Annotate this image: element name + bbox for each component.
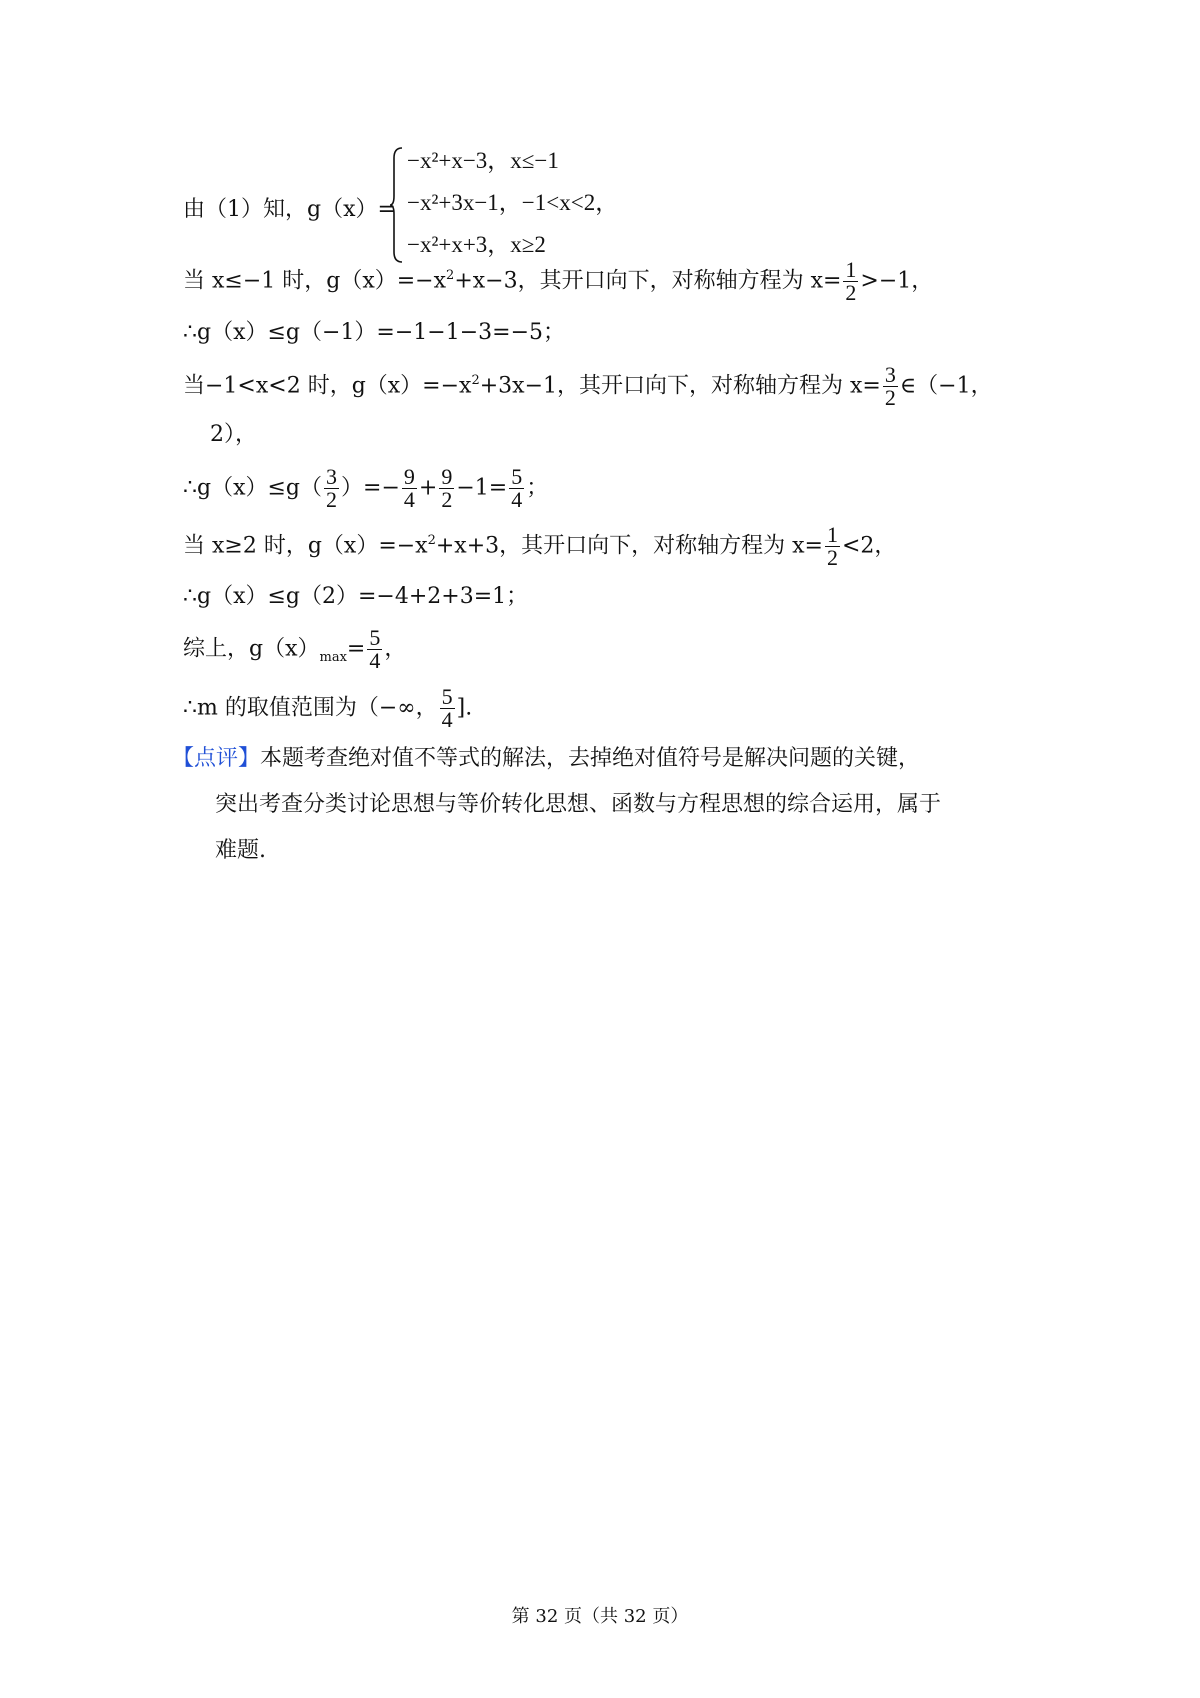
piecewise-label: 由（1）知，g（x）= [183, 197, 396, 222]
text-line-3: 当−1<x<2 时，$g(x)=-x^2+3x-1$，其开口向下，对称轴方程为 x= $\frac{3}{2}$ ∈（−1， [183, 362, 993, 410]
text-line-5: ∴g（x）≤g（ $\frac{3}{2}$ ）=− $\frac{9}{4}$ + $\frac{9}{2}$ −1= $\frac{5}{4}$ ； [183, 464, 549, 512]
case-row: −x²+3x−1，−1<x<2， [407, 190, 619, 215]
review-tag: 【点评】 [172, 746, 261, 771]
piecewise-cases [407, 140, 618, 266]
fraction-five-four: $\frac{5}{4}$ [441, 684, 453, 732]
fraction-three-half: $\frac{3}{2}$ [326, 464, 338, 512]
fraction-five-four: $\frac{5}{4}$ [369, 625, 381, 673]
review-line-3: 难题. [215, 838, 266, 863]
fraction-five-four: $\frac{5}{4}$ [511, 464, 523, 512]
brace-icon [389, 146, 403, 264]
review-line-1: 【点评】本题考查绝对值不等式的解法，去掉绝对值符号是解决问题的关键， [172, 746, 921, 771]
fraction-half: $\frac{1}{2}$ [845, 257, 857, 305]
text-line-1: 当 x≤−1 时，$g(x)=-x^2+x-3$，其开口向下，对称轴方程为 x= $\frac{1}{2}$ >−1， [183, 257, 934, 305]
text-line-4: 2）， [210, 422, 257, 447]
text-line-2: ∴g（x）≤g（−1）=−1−1−3=−5； [183, 320, 566, 345]
review-line-2: 突出考查分类讨论思想与等价转化思想、函数与方程思想的综合运用，属于 [215, 792, 942, 817]
fraction-half: $\frac{1}{2}$ [826, 522, 838, 570]
case-row: −x²+x+3，x≥2 [407, 232, 546, 257]
fraction-nine-half: $\frac{9}{2}$ [441, 464, 453, 512]
page-footer: 第 32 页（共 32 页） [511, 1606, 689, 1627]
text-line-9: ∴m 的取值范围为（−∞， $\frac{5}{4}$ ]. [183, 684, 473, 732]
text-line-6: 当 x≥2 时，$g(x)=-x^2+x+3$，其开口向下，对称轴方程为 x= $\frac{1}{2}$ <2， [183, 522, 897, 570]
text-line-8: 综上，$g(x)_{max}=$ $\frac{5}{4}$ ， [183, 625, 407, 673]
fraction-three-half: $\frac{3}{2}$ [884, 362, 896, 410]
text-line-7: ∴g（x）≤g（2）=−4+2+3=1； [183, 584, 529, 609]
fraction-nine-four: $\frac{9}{4}$ [403, 464, 415, 512]
case-row: −x²+x−3，x≤−1 [407, 148, 559, 173]
